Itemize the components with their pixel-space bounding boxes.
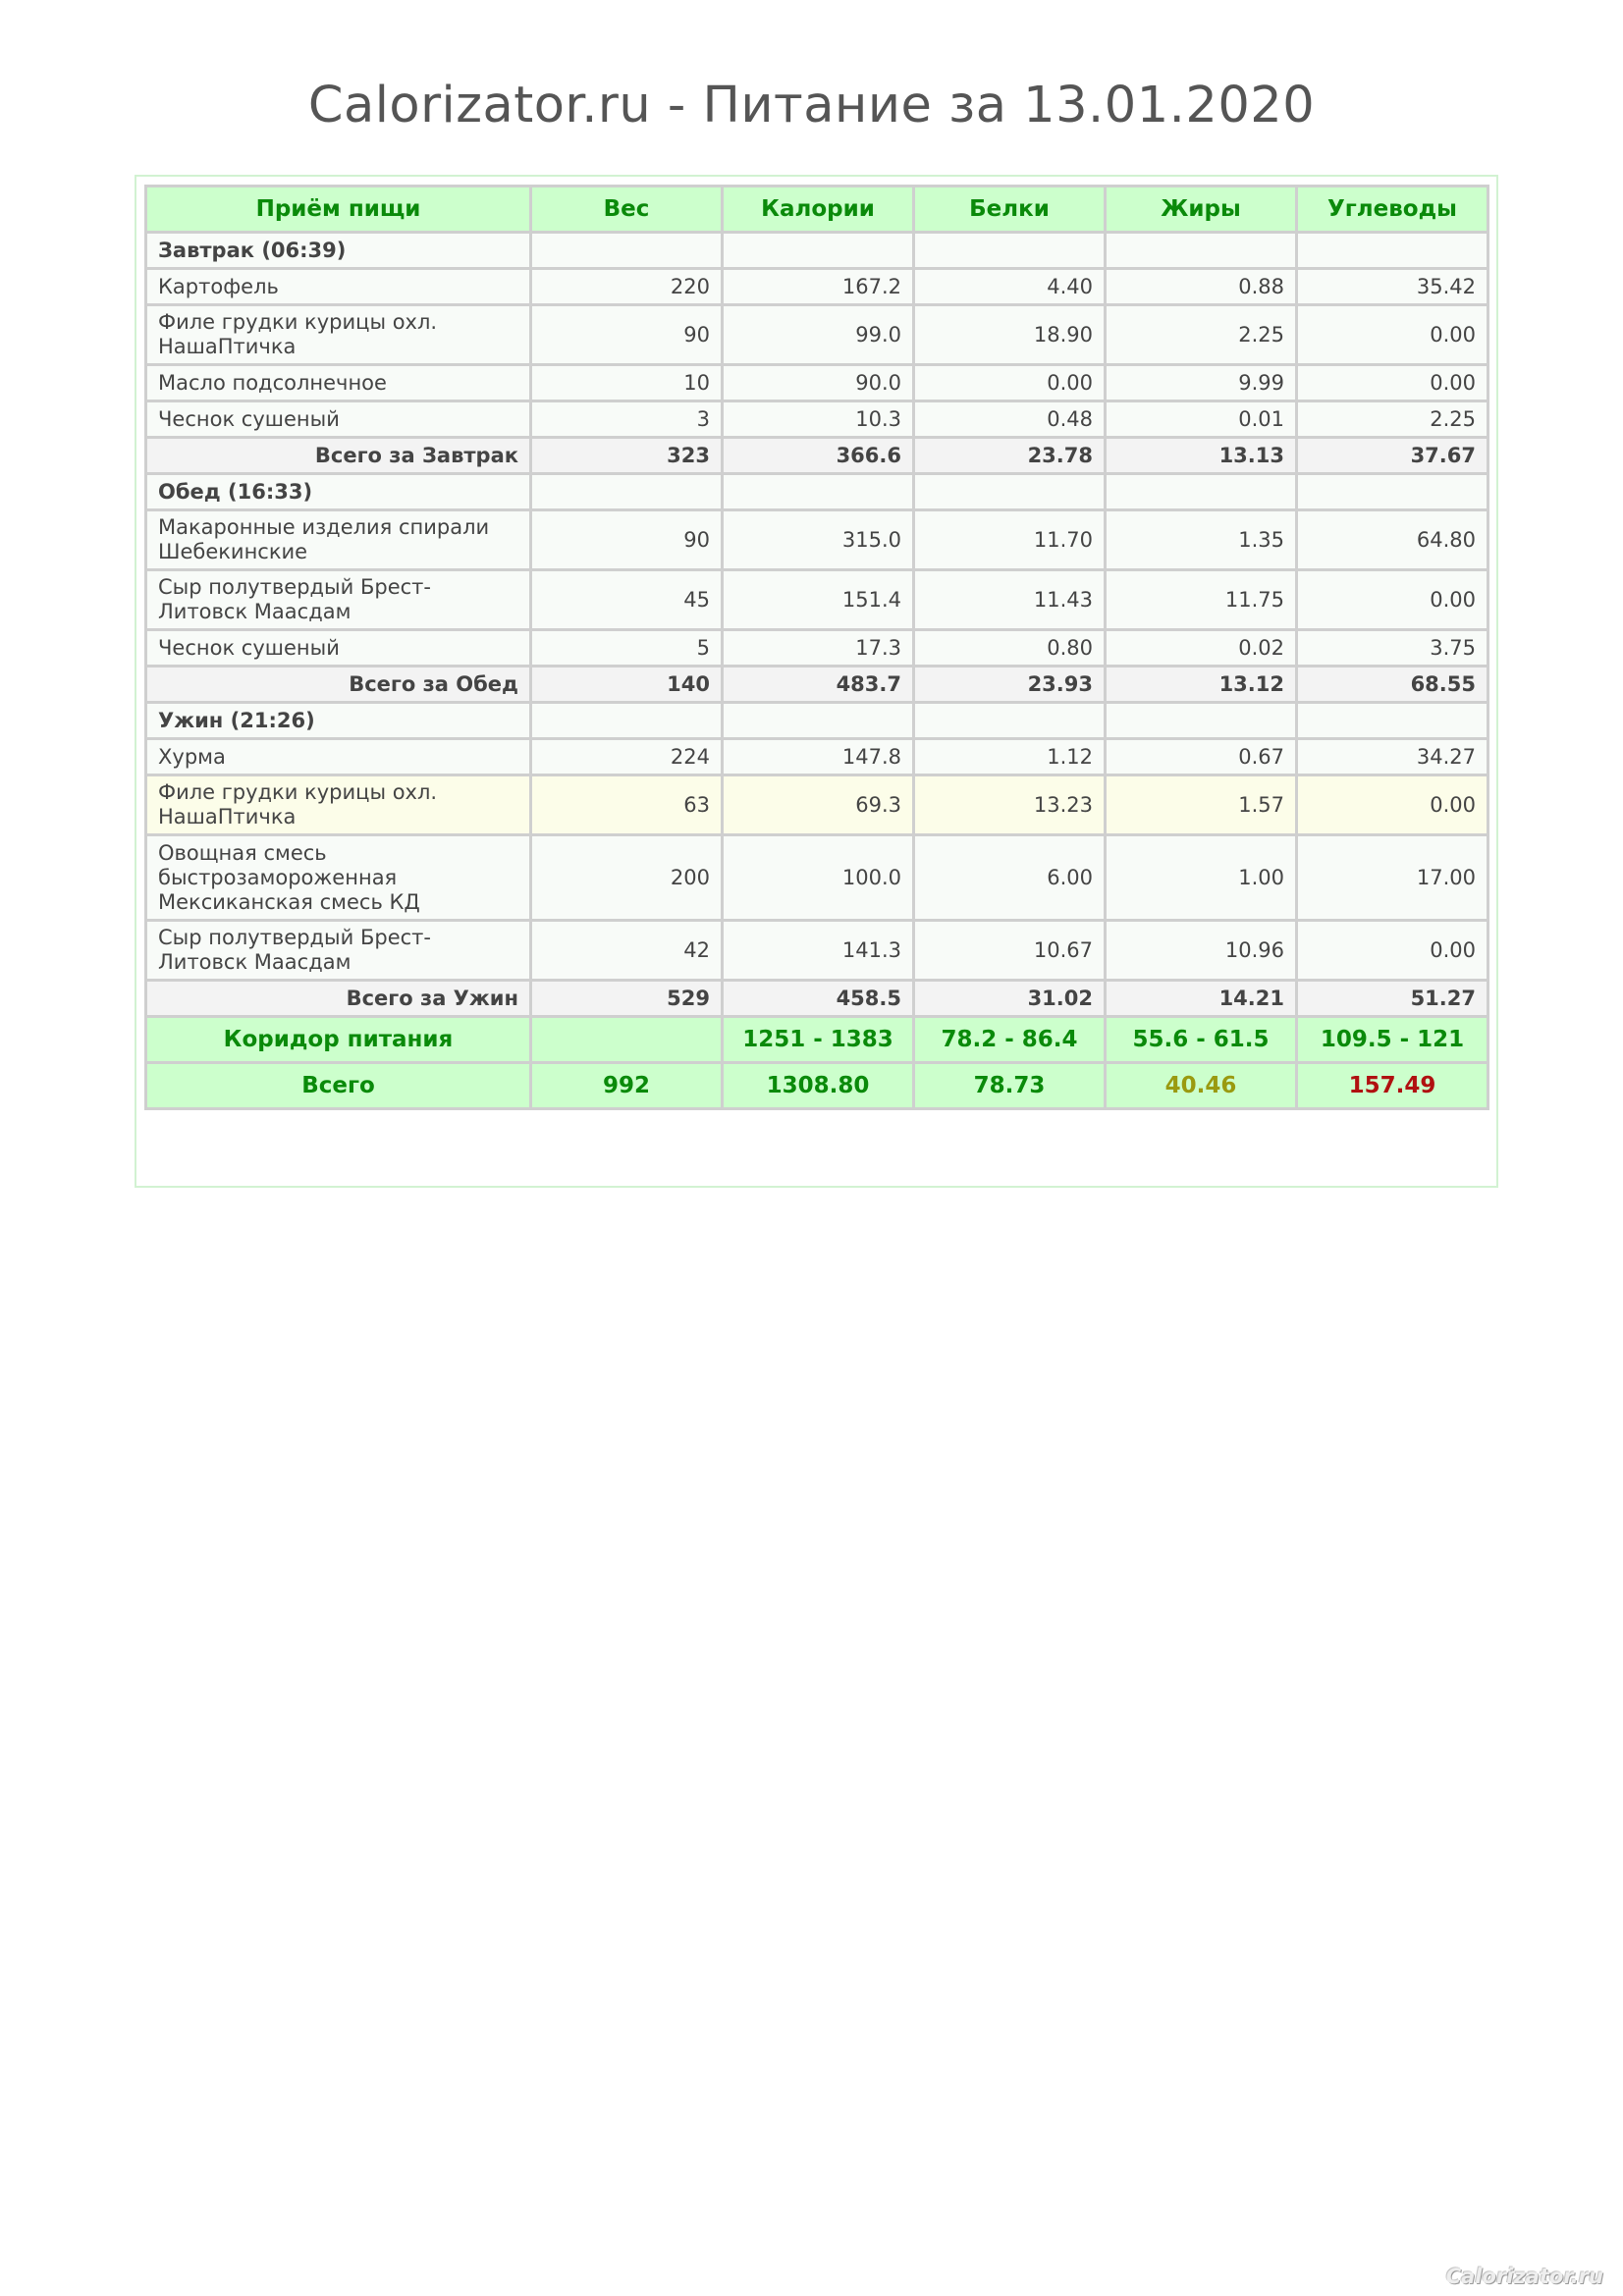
food-protein: 4.40 <box>914 269 1106 305</box>
food-carbs: 34.27 <box>1297 739 1488 775</box>
meal-total-label: Всего за Завтрак <box>146 438 531 474</box>
food-fat: 1.57 <box>1106 775 1297 835</box>
meal-header-row <box>146 233 1488 269</box>
grand-total-label: Всего <box>146 1063 531 1109</box>
header-calories: Калории <box>723 187 914 233</box>
food-protein: 0.00 <box>914 365 1106 401</box>
food-fat: 1.35 <box>1106 510 1297 570</box>
food-name: Масло подсолнечное <box>146 365 531 401</box>
food-protein: 0.80 <box>914 630 1106 667</box>
table-row <box>146 775 1488 835</box>
food-carbs: 0.00 <box>1297 365 1488 401</box>
total-carbs: 51.27 <box>1297 981 1488 1017</box>
grand-total-carbs: 157.49 <box>1297 1063 1488 1109</box>
food-calories: 69.3 <box>723 775 914 835</box>
food-weight: 220 <box>531 269 723 305</box>
food-fat: 10.96 <box>1106 921 1297 981</box>
meal-total-row <box>146 981 1488 1017</box>
food-fat: 0.88 <box>1106 269 1297 305</box>
food-calories: 17.3 <box>723 630 914 667</box>
food-name: Филе грудки курицы охл. НашаПтичка <box>146 775 531 835</box>
table-row <box>146 365 1488 401</box>
meal-total-row <box>146 438 1488 474</box>
table-row <box>146 305 1488 365</box>
corridor-label: Коридор питания <box>146 1017 531 1063</box>
header-row <box>146 187 1488 233</box>
food-carbs: 0.00 <box>1297 921 1488 981</box>
food-protein: 0.48 <box>914 401 1106 438</box>
meal-total-label: Всего за Ужин <box>146 981 531 1017</box>
total-calories: 366.6 <box>723 438 914 474</box>
food-carbs: 35.42 <box>1297 269 1488 305</box>
food-fat: 0.67 <box>1106 739 1297 775</box>
total-protein: 23.93 <box>914 667 1106 703</box>
total-fat: 13.12 <box>1106 667 1297 703</box>
total-carbs: 37.67 <box>1297 438 1488 474</box>
food-weight: 42 <box>531 921 723 981</box>
food-protein: 11.43 <box>914 570 1106 630</box>
food-calories: 167.2 <box>723 269 914 305</box>
corridor-calories: 1251 - 1383 <box>723 1017 914 1063</box>
header-carbs: Углеводы <box>1297 187 1488 233</box>
corridor-weight <box>531 1017 723 1063</box>
food-weight: 45 <box>531 570 723 630</box>
meal-total-label: Всего за Обед <box>146 667 531 703</box>
food-weight: 5 <box>531 630 723 667</box>
food-calories: 151.4 <box>723 570 914 630</box>
food-calories: 141.3 <box>723 921 914 981</box>
corridor-fat: 55.6 - 61.5 <box>1106 1017 1297 1063</box>
table-row <box>146 269 1488 305</box>
food-protein: 6.00 <box>914 835 1106 921</box>
food-protein: 11.70 <box>914 510 1106 570</box>
food-fat: 1.00 <box>1106 835 1297 921</box>
food-calories: 315.0 <box>723 510 914 570</box>
food-protein: 18.90 <box>914 305 1106 365</box>
food-name: Филе грудки курицы охл. НашаПтичка <box>146 305 531 365</box>
total-weight: 529 <box>531 981 723 1017</box>
meal-name: Завтрак (06:39) <box>146 233 531 269</box>
food-carbs: 64.80 <box>1297 510 1488 570</box>
header-protein: Белки <box>914 187 1106 233</box>
total-weight: 323 <box>531 438 723 474</box>
grand-total-weight: 992 <box>531 1063 723 1109</box>
table-row <box>146 835 1488 921</box>
food-calories: 100.0 <box>723 835 914 921</box>
food-weight: 200 <box>531 835 723 921</box>
meal-header-row <box>146 474 1488 510</box>
food-name: Сыр полутвердый Брест-Литовск Маасдам <box>146 570 531 630</box>
food-calories: 10.3 <box>723 401 914 438</box>
header-weight: Вес <box>531 187 723 233</box>
food-carbs: 2.25 <box>1297 401 1488 438</box>
total-fat: 13.13 <box>1106 438 1297 474</box>
food-weight: 90 <box>531 510 723 570</box>
grand-total-protein: 78.73 <box>914 1063 1106 1109</box>
food-name: Сыр полутвердый Брест-Литовск Маасдам <box>146 921 531 981</box>
food-calories: 99.0 <box>723 305 914 365</box>
food-weight: 90 <box>531 305 723 365</box>
watermark: Calorizator.ru <box>1445 2265 1603 2288</box>
food-weight: 224 <box>531 739 723 775</box>
meal-header-row <box>146 703 1488 739</box>
food-protein: 10.67 <box>914 921 1106 981</box>
food-name: Макаронные изделия спирали Шебекинские <box>146 510 531 570</box>
food-name: Хурма <box>146 739 531 775</box>
food-protein: 13.23 <box>914 775 1106 835</box>
food-name: Чеснок сушеный <box>146 630 531 667</box>
food-weight: 3 <box>531 401 723 438</box>
grand-total-calories: 1308.80 <box>723 1063 914 1109</box>
food-name: Чеснок сушеный <box>146 401 531 438</box>
food-carbs: 0.00 <box>1297 775 1488 835</box>
table-row <box>146 739 1488 775</box>
food-weight: 63 <box>531 775 723 835</box>
food-fat: 0.02 <box>1106 630 1297 667</box>
meal-total-row <box>146 667 1488 703</box>
grand-total-row <box>146 1063 1488 1109</box>
food-calories: 90.0 <box>723 365 914 401</box>
total-fat: 14.21 <box>1106 981 1297 1017</box>
food-fat: 11.75 <box>1106 570 1297 630</box>
grand-total-fat: 40.46 <box>1106 1063 1297 1109</box>
food-protein: 1.12 <box>914 739 1106 775</box>
food-carbs: 0.00 <box>1297 305 1488 365</box>
table-row <box>146 630 1488 667</box>
page-title: Calorizator.ru - Питание за 13.01.2020 <box>307 77 1316 134</box>
header-meal: Приём пищи <box>146 187 531 233</box>
table-row <box>146 921 1488 981</box>
food-fat: 2.25 <box>1106 305 1297 365</box>
meal-name: Ужин (21:26) <box>146 703 531 739</box>
total-protein: 31.02 <box>914 981 1106 1017</box>
table-row <box>146 401 1488 438</box>
food-weight: 10 <box>531 365 723 401</box>
total-calories: 458.5 <box>723 981 914 1017</box>
food-carbs: 3.75 <box>1297 630 1488 667</box>
food-carbs: 0.00 <box>1297 570 1488 630</box>
nutrition-table <box>144 185 1489 1110</box>
table-row <box>146 570 1488 630</box>
food-fat: 0.01 <box>1106 401 1297 438</box>
table-row <box>146 510 1488 570</box>
header-fat: Жиры <box>1106 187 1297 233</box>
food-name: Овощная смесь быстрозамороженная Мексиканская смесь КД <box>146 835 531 921</box>
corridor-protein: 78.2 - 86.4 <box>914 1017 1106 1063</box>
meal-name: Обед (16:33) <box>146 474 531 510</box>
total-weight: 140 <box>531 667 723 703</box>
food-calories: 147.8 <box>723 739 914 775</box>
food-fat: 9.99 <box>1106 365 1297 401</box>
food-carbs: 17.00 <box>1297 835 1488 921</box>
total-protein: 23.78 <box>914 438 1106 474</box>
food-name: Картофель <box>146 269 531 305</box>
nutrition-corridor-row <box>146 1017 1488 1063</box>
corridor-carbs: 109.5 - 121 <box>1297 1017 1488 1063</box>
total-carbs: 68.55 <box>1297 667 1488 703</box>
total-calories: 483.7 <box>723 667 914 703</box>
